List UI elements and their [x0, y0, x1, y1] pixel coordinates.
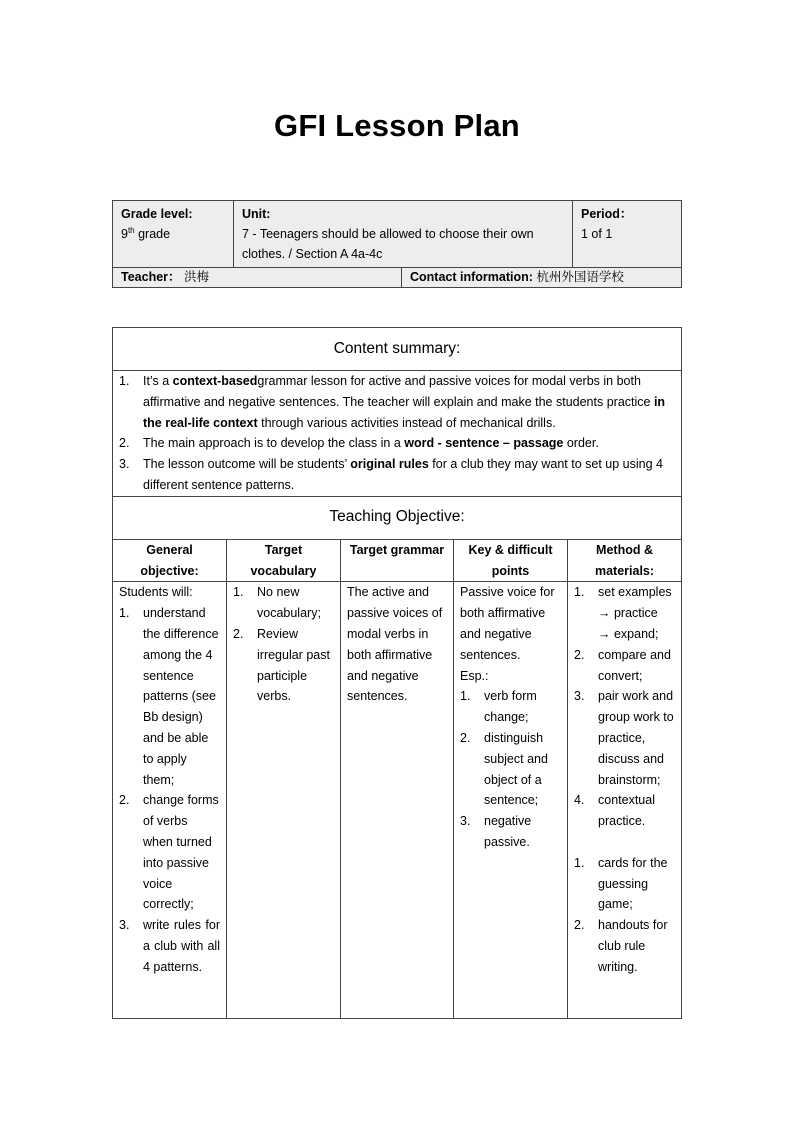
grade-level-cell	[113, 201, 234, 268]
list-item: 1. cards for the guessing game;	[574, 855, 668, 912]
content-summary-heading: Content summary:	[113, 328, 682, 371]
list-item: 3. write rules for a club with all 4 patterns.	[119, 918, 220, 974]
list-item: 1. verb form change;	[460, 689, 537, 725]
key-points-list	[460, 686, 561, 852]
list-item: 2. The main approach is to develop the class in a word - sentence – passage order.	[119, 436, 599, 451]
grade-level-value: 9th grade	[121, 225, 171, 241]
period-value: 1 of 1	[581, 227, 613, 241]
content-summary-list	[119, 371, 675, 496]
list-item: 3. The lesson outcome will be students’ original rules for a club they may want to set up using 4 different sentence patterns.	[119, 457, 663, 492]
methods-list	[574, 582, 675, 832]
column-header-methods: Method & materials:	[568, 539, 682, 582]
content-summary-cell	[113, 371, 682, 497]
lesson-plan-table	[112, 327, 682, 1019]
column-header-key-points: Key & difficult points	[454, 539, 568, 582]
list-item: 2. compare and convert;	[574, 647, 671, 683]
unit-label: Unit:	[242, 207, 271, 221]
teaching-objective-heading: Teaching Objective:	[113, 496, 682, 539]
contact-value: 杭州外国语学校	[536, 270, 624, 284]
unit-cell	[234, 201, 573, 268]
general-objective-cell	[113, 582, 227, 1019]
vocabulary-list	[233, 582, 334, 707]
materials-list	[574, 853, 675, 978]
key-points-esp: Esp.:	[460, 668, 489, 683]
general-objective-list	[119, 603, 220, 977]
contact-cell	[402, 268, 682, 288]
target-vocabulary-cell	[227, 582, 341, 1019]
column-header-grammar: Target grammar	[341, 539, 454, 582]
teacher-value: 洪梅	[184, 270, 210, 284]
target-grammar-cell	[341, 582, 454, 1019]
contact-label: Contact information:	[410, 270, 533, 284]
list-item: 1. set examples → practice → expand;	[574, 585, 672, 641]
list-item: 3. negative passive.	[460, 814, 532, 849]
period-cell	[573, 201, 682, 268]
list-item: 2. handouts for club rule writing.	[574, 918, 668, 974]
list-item: 4. contextual practice.	[574, 793, 655, 829]
list-item: 2. Review irregular past participle verbs.	[233, 626, 330, 704]
list-item: 1. It’s a context-basedgrammar lesson for active and passive voices for modal verbs in both affirmative and negative sentences. The teacher will explain and make the students practice in the real-life context through various activities instead of mechanical drills.	[119, 374, 666, 430]
list-item: 3. pair work and group work to practice, discuss and brainstorm;	[574, 689, 674, 787]
general-intro: Students will:	[119, 585, 193, 600]
key-points-intro: Passive voice for both affirmative and negative sentences.	[460, 585, 555, 662]
teacher-cell	[113, 268, 402, 288]
method-materials-cell	[568, 582, 682, 1019]
period-label: Period：	[581, 207, 633, 221]
list-item: 2. distinguish subject and object of a sentence;	[460, 730, 548, 808]
teacher-label: Teacher：	[121, 270, 181, 284]
column-header-general: General objective:	[113, 539, 227, 582]
key-points-cell	[454, 582, 568, 1019]
grade-level-label: Grade level:	[121, 207, 193, 221]
list-item: 1. No new vocabulary;	[233, 585, 321, 621]
unit-value: 7 - Teenagers should be allowed to choose their own clothes. / Section A 4a-4c	[242, 227, 534, 261]
grammar-text: The active and passive voices of modal verbs in both affirmative and negative sentences.	[347, 585, 443, 704]
list-item: 2. change forms of verbs when turned into passive voice correctly;	[119, 793, 219, 912]
page-title: GFI Lesson Plan	[274, 108, 520, 143]
list-item: 1. understand the difference among the 4 sentence patterns (see Bb design) and be able to apply them;	[119, 606, 219, 787]
lesson-info-table	[112, 200, 682, 288]
column-header-vocabulary: Target vocabulary	[227, 539, 341, 582]
